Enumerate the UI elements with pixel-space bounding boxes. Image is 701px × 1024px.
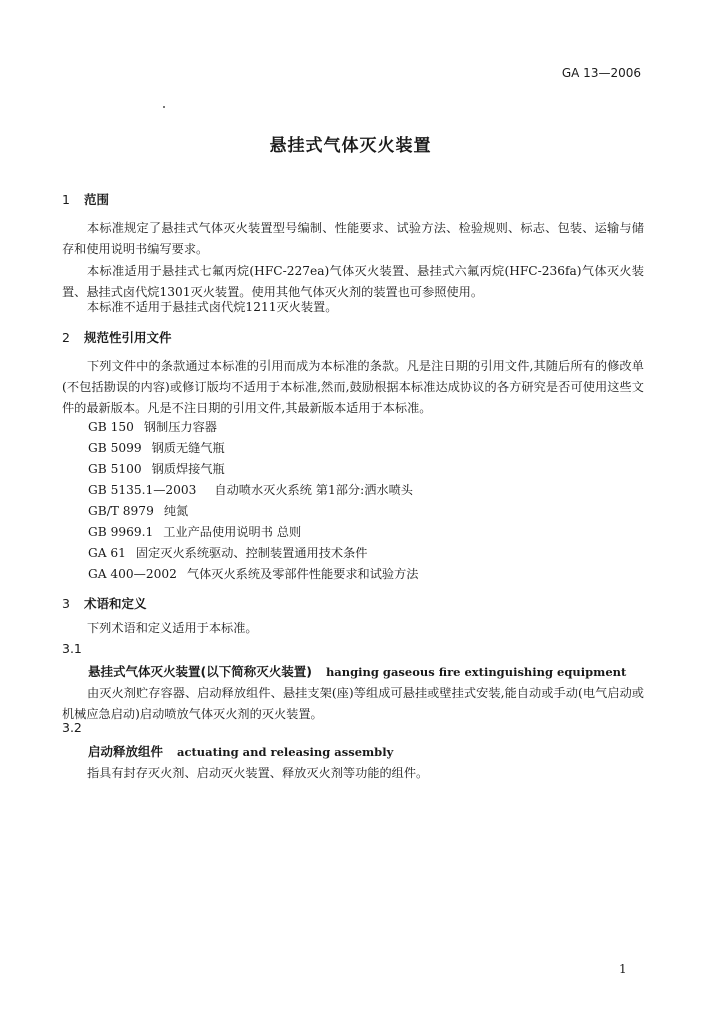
reference-title: 工业产品使用说明书 总则: [163, 525, 302, 539]
reference-code: GB 150: [88, 420, 134, 434]
reference-title: 气体灭火系统及零部件性能要求和试验方法: [186, 567, 419, 581]
definition-text: 由灭火剂贮存容器、启动释放组件、悬挂支架(座)等组成可悬挂或壁挂式安装,能自动或手动(电气启动或机械应急启动)启动喷放气体灭火剂的灭火装置。: [62, 686, 644, 721]
section-title: 规范性引用文件: [84, 330, 172, 345]
paragraph: 本标准适用于悬挂式七氟丙烷(HFC-227ea)气体灭火装置、悬挂式六氟丙烷(HFC-236fa)气体灭火装置、悬挂式卤代烷1301灭火装置。使用其他气体灭火剂的装置也可参照使用。: [62, 264, 644, 299]
term-english: hanging gaseous fire extinguishing equipment: [325, 665, 627, 679]
section-title: 范围: [84, 192, 110, 207]
definition-term: [88, 662, 626, 680]
section-3-heading: [62, 594, 147, 612]
reference-title: 纯氮: [163, 504, 189, 518]
section-title: 术语和定义: [84, 596, 147, 611]
reference-code: GB/T 8979: [88, 504, 154, 518]
page-number: 1: [619, 962, 627, 976]
page-title: 悬挂式气体灭火装置: [269, 136, 432, 156]
standard-code: GA 13—2006: [561, 66, 641, 80]
reference-item: [88, 523, 301, 540]
scan-speck: [163, 106, 165, 108]
definition-term: [88, 742, 393, 760]
reference-item: [88, 460, 225, 477]
section-number: 1: [62, 192, 70, 207]
reference-title: 自动喷水灭火系统 第1部分:洒水喷头: [214, 483, 413, 497]
reference-title: 固定灭火系统驱动、控制装置通用技术条件: [135, 546, 368, 560]
reference-item: [88, 439, 225, 456]
reference-item: [88, 565, 418, 582]
definition-number: 3.2: [62, 720, 82, 735]
reference-title: 钢质焊接气瓶: [151, 462, 225, 476]
paragraph: 本标准不适用于悬挂式卤代烷1211灭火装置。: [87, 300, 338, 314]
term-english: actuating and releasing assembly: [177, 745, 394, 759]
paragraph: 下列术语和定义适用于本标准。: [87, 621, 258, 635]
term-chinese: 悬挂式气体灭火装置(以下简称灭火装置): [88, 664, 312, 679]
definition-number: 3.1: [62, 641, 82, 656]
term-chinese: 启动释放组件: [88, 744, 164, 759]
reference-item: [88, 481, 413, 498]
reference-code: GB 5135.1—2003: [88, 483, 197, 497]
reference-title: 钢质无缝气瓶: [151, 441, 225, 455]
reference-code: GB 5099: [88, 441, 142, 455]
reference-title: 钢制压力容器: [143, 420, 217, 434]
section-1-heading: [62, 190, 109, 208]
reference-item: [88, 418, 217, 435]
reference-code: GA 400—2002: [88, 567, 177, 581]
section-number: 3: [62, 596, 70, 611]
reference-item: [88, 502, 188, 519]
reference-code: GB 5100: [88, 462, 142, 476]
reference-code: GA 61: [88, 546, 126, 560]
section-2-heading: [62, 328, 172, 346]
reference-item: [88, 544, 367, 561]
reference-code: GB 9969.1: [88, 525, 154, 539]
definition-text: 指具有封存灭火剂、启动灭火装置、释放灭火剂等功能的组件。: [87, 766, 429, 780]
section-number: 2: [62, 330, 70, 345]
paragraph: 下列文件中的条款通过本标准的引用而成为本标准的条款。凡是注日期的引用文件,其随后所有的修改单(不包括勘误的内容)或修订版均不适用于本标准,然而,鼓励根据本标准达成协议的各方研究是否可使用这些文件的最新版本。凡是不注日期的引用文件,其最新版本适用于本标准。: [62, 359, 644, 415]
paragraph: 本标准规定了悬挂式气体灭火装置型号编制、性能要求、试验方法、检验规则、标志、包装、运输与储存和使用说明书编写要求。: [62, 221, 644, 256]
